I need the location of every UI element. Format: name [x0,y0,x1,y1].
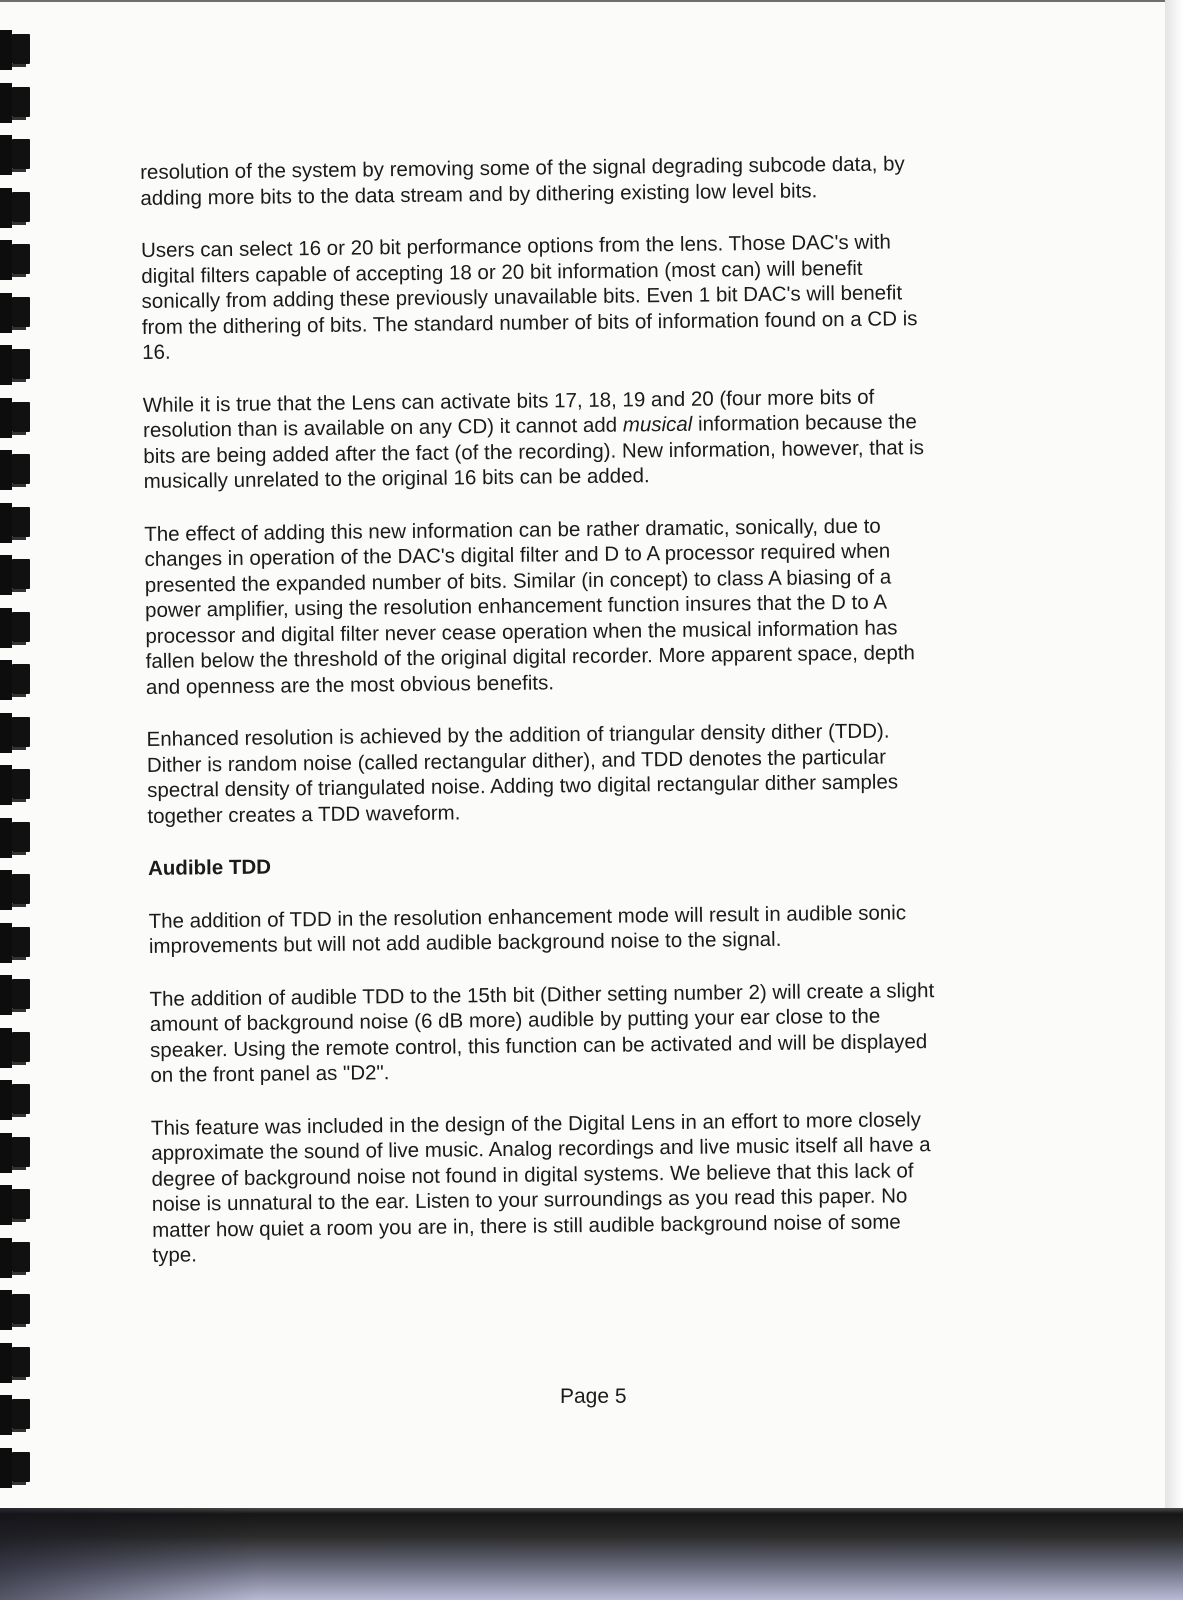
binding-ring [0,345,30,385]
binding-ring [0,608,30,648]
binding-ring [0,713,30,753]
binding-ring [0,240,30,280]
paragraph-feature: This feature was included in the design of the Digital Lens in an effort to more closely approximate the sound of live music. Analog recordings and live music itself all have a degree of background noise not found in digital systems. We believe that this lack of noise is unnatural to the ear. Listen to your surroundings as you read this paper. No matter how quiet a room you are in, there is still audible background noise of some type. [150,1107,931,1267]
page-edge [1165,0,1183,1510]
binding-ring [0,450,30,490]
lens-text-after: information because the bits are being added after the fact (of the recording). New information, however, that is musically unrelated to the original 16 bits can be added. [143,410,925,493]
binding-ring [0,555,30,595]
binding-ring [0,1185,30,1225]
lens-text-before: While it is true that the Lens can activate bits 17, 18, 19 and 20 (four more bits of resolution than is available on any CD) it cannot add [142,385,875,442]
document-body [140,150,1053,1296]
paragraph-enhanced-resolution: Enhanced resolution is achieved by the addition of triangular density dither (TDD). Dither is random noise (called rectangular dither), and TDD denotes the particular spectral density of triangulated noise. Adding two digital rectangular dither samples together creates a TDD waveform. [146,719,899,828]
paragraph-bit-options: Users can select 16 or 20 bit performance options from the lens. Those DAC's with digital filters capable of accepting 18 or 20 bit information (most can) will benefit sonically from adding these previously unavailable bits. Even 1 bit DAC's will benefit from the dithering of bits. The standard number of bits of information found on a CD is 16. [140,230,918,364]
binding-ring [0,1238,30,1278]
paragraph-resolution: resolution of the system by removing some of the signal degrading subcode data, by adding more bits to the data stream and by dithering existing low level bits. [140,152,905,210]
page-number: Page 5 [560,1385,627,1408]
binding-ring [0,83,30,123]
binding-ring [0,135,30,175]
scanner-shadow [0,1508,1183,1600]
binding-ring [0,765,30,805]
binding-ring [0,1080,30,1120]
spiral-binding [0,30,40,1500]
binding-ring [0,1448,30,1488]
binding-ring [0,1133,30,1173]
binding-ring [0,818,30,858]
binding-ring [0,870,30,910]
lens-text-emphasis: musical [622,412,693,437]
binding-ring [0,1395,30,1435]
paragraph-tdd-addition: The addition of TDD in the resolution enhancement mode will result in audible sonic improvements but will not add audible background noise to the signal. [148,900,907,958]
paragraph-audible-tdd: The addition of audible TDD to the 15th bit (Dither setting number 2) will create a slight amount of background noise (6 dB more) audible by putting your ear close to the speaker. Using the remote control, this function can be activated and will be displayed on the front panel as "D2". [149,978,935,1087]
binding-ring [0,1028,30,1068]
binding-ring [0,293,30,333]
binding-ring [0,1343,30,1383]
binding-ring [0,398,30,438]
binding-ring [0,660,30,700]
section-heading: Audible TDD [147,855,272,880]
binding-ring [0,188,30,228]
binding-ring [0,503,30,543]
paragraph-effect: The effect of adding this new information can be rather dramatic, sonically, due to changes in operation of the DAC's digital filter and D to A processor required when presented the expanded number of bits. Similar (in concept) to class A biasing of a power amplifier, using the resolution enhancement function insures that the D to A processor and digital filter never cease operation when the musical information has fallen below the threshold of the original digital recorder. More apparent space, depth and openness are the most obvious benefits. [144,514,916,699]
binding-ring [0,30,30,70]
binding-ring [0,1290,30,1330]
binding-ring [0,975,30,1015]
paragraph-lens-bits [143,382,1044,494]
binding-ring [0,923,30,963]
